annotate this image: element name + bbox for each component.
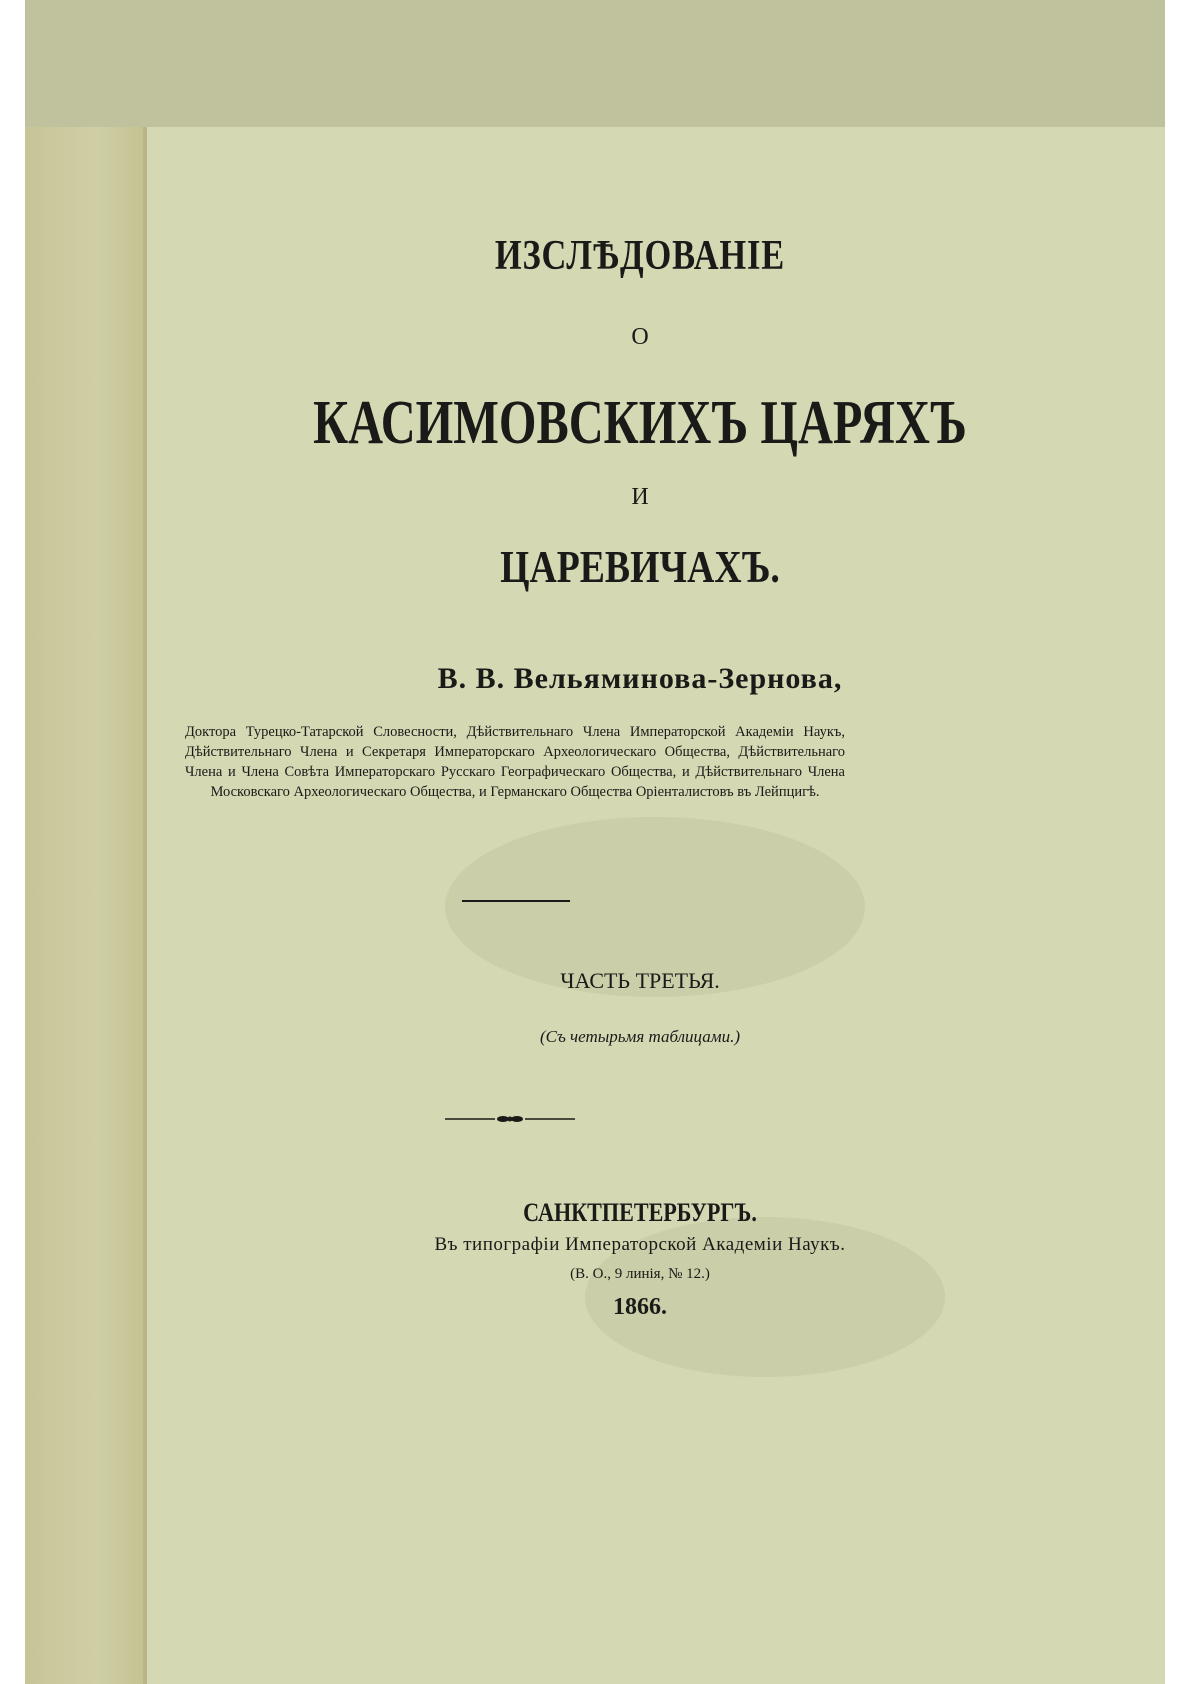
title-line-2: КАСИМОВСКИХЪ ЦАРЯХЪ bbox=[313, 389, 967, 457]
connector-i: И bbox=[631, 484, 649, 510]
title-line-3: ЦАРЕВИЧАХЪ. bbox=[500, 541, 780, 592]
publication-year: 1866. bbox=[613, 1294, 667, 1320]
binding-strip bbox=[25, 127, 145, 1684]
divider-rule bbox=[462, 900, 570, 902]
press-line: Въ типографіи Императорской Академіи Наукъ. bbox=[434, 1234, 846, 1255]
binding-edge bbox=[143, 127, 147, 1684]
author-credentials: Доктора Турецко-Татарской Словесности, Дѣйствительнаго Члена Императорской Академіи Наукъ, Дѣйствительнаго Члена и Секретаря Императорскаго Археологическаго Общества, Дѣйствительнаго Члена и Члена Совѣта Императорскаго Русскаго Географическаго Общества, и Дѣйствительнаго Члена Московскаго Археологическаго Общества, и Германскаго Общества Оріенталистовъ въ Лейпцигѣ. bbox=[185, 724, 845, 800]
city: САНКТПЕТЕРБУРГЪ. bbox=[523, 1198, 757, 1227]
press-address: (В. О., 9 линія, № 12.) bbox=[570, 1266, 710, 1282]
ornament-divider bbox=[445, 1112, 575, 1126]
tables-note: (Съ четырьмя таблицами.) bbox=[539, 1027, 741, 1046]
author-name: В. В. Вельяминова-Зернова, bbox=[437, 662, 843, 695]
connector-o: О bbox=[631, 324, 649, 350]
title-line-1: ИЗСЛѢДОВАНІЕ bbox=[494, 233, 786, 279]
part-label: ЧАСТЬ ТРЕТЬЯ. bbox=[560, 968, 720, 993]
scan-top-margin bbox=[25, 0, 1165, 127]
title-page bbox=[25, 127, 1165, 1684]
